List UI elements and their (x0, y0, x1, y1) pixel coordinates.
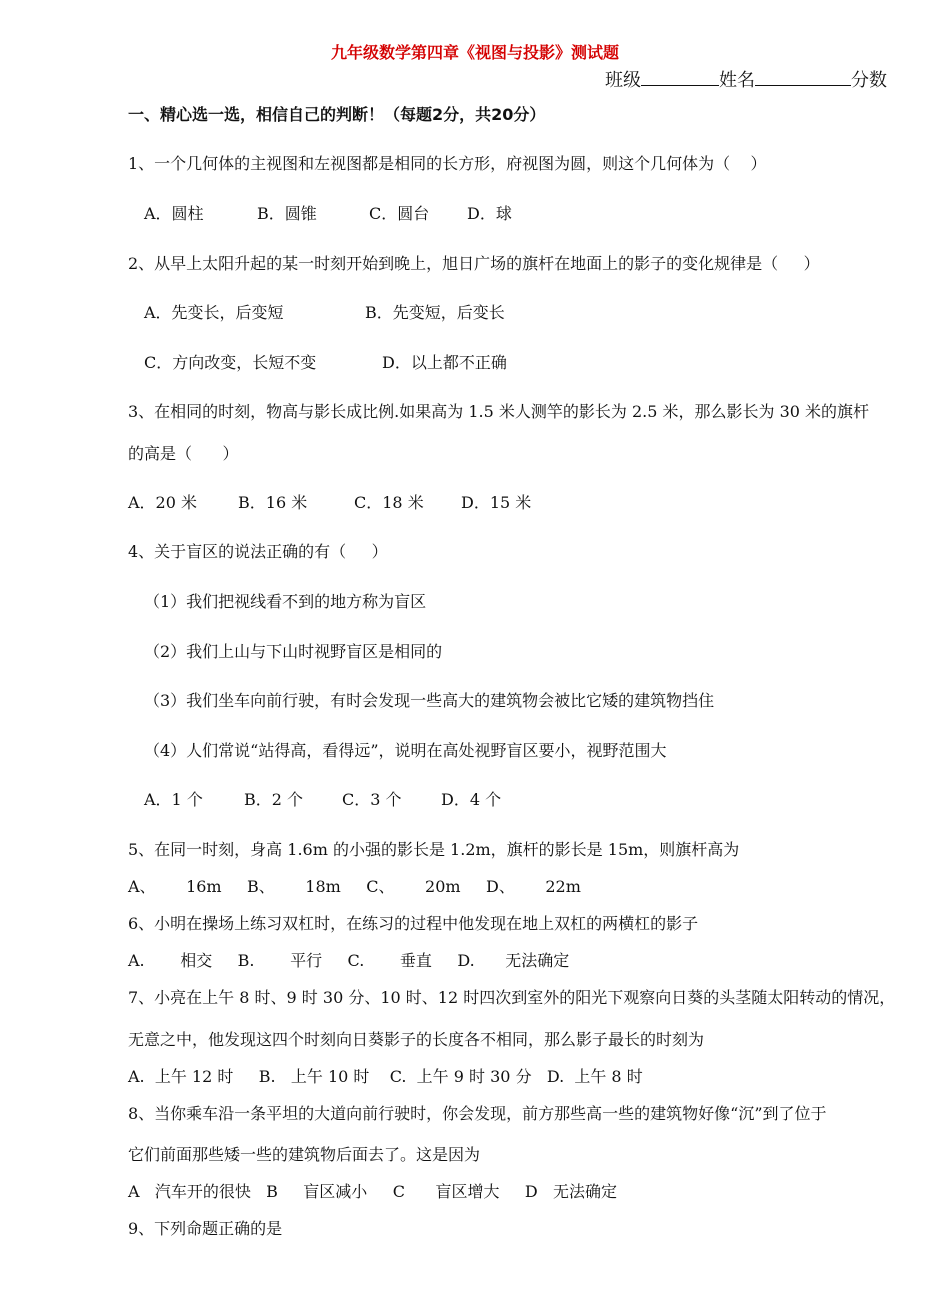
q3-option-a: A．20 米 (128, 493, 198, 512)
q3-option-c: C．18 米 (354, 493, 424, 512)
q7-options: A. 上午 12 时 B. 上午 10 时 C. 上午 9 时 30 分 D. 上午 8 时 (128, 1067, 643, 1086)
question-4-stem: 4、关于盲区的说法正确的有（ ） (128, 542, 388, 561)
q1-option-b: B．圆锥 (257, 204, 317, 223)
q4-option-a: A．1 个 (144, 790, 203, 809)
question-2-stem: 2、从早上太阳升起的某一时刻开始到晚上，旭日广场的旗杆在地面上的影子的变化规律是（ ） (128, 254, 820, 273)
page-title: 九年级数学第四章《视图与投影》测试题 (330, 43, 619, 62)
question-9-stem: 9、下列命题正确的是 (128, 1219, 283, 1238)
class-blank[interactable] (641, 67, 719, 86)
question-5-stem: 5、在同一时刻，身高 1.6m 的小强的影长是 1.2m，旗杆的影长是 15m，则旗杆高为 (128, 840, 740, 859)
q2-option-a: A．先变长，后变短 (144, 303, 284, 322)
q1-option-c: C．圆台 (369, 204, 430, 223)
q2-option-c: C．方向改变，长短不变 (144, 353, 317, 372)
student-info-fields (605, 67, 887, 93)
q4-option-d: D．4 个 (441, 790, 502, 809)
q3-option-d: D．15 米 (461, 493, 532, 512)
q4-statement-2: （2）我们上山与下山时视野盲区是相同的 (144, 642, 443, 661)
question-3-stem-line2: 的高是（ ） (128, 444, 239, 463)
q2-option-d: D．以上都不正确 (382, 353, 507, 372)
question-7-stem-line1: 7、小亮在上午 8 时、9 时 30 分、10 时、12 时四次到室外的阳光下观察向日葵的头茎随太阳转动的情况， (128, 988, 896, 1007)
question-3-stem-line1: 3、在相同的时刻，物高与影长成比例.如果高为 1.5 米人测竿的影长为 2.5 米，那么影长为 30 米的旗杆 (128, 402, 870, 421)
q3-option-b: B．16 米 (238, 493, 308, 512)
class-label: 班级 (605, 70, 641, 91)
question-8-stem-line1: 8、当你乘车沿一条平坦的大道向前行驶时，你会发现，前方那些高一些的建筑物好像“沉”到了位于 (128, 1104, 827, 1123)
q2-option-b: B．先变短，后变长 (365, 303, 505, 322)
q1-option-d: D．球 (467, 204, 512, 223)
q8-options: A 汽车开的很快 B 盲区减小 C 盲区增大 D 无法确定 (128, 1182, 617, 1201)
q1-option-a: A．圆柱 (144, 204, 204, 223)
question-7-stem-line2: 无意之中，他发现这四个时刻向日葵影子的长度各不相同，那么影子最长的时刻为 (128, 1030, 705, 1049)
section-heading: 一、精心选一选，相信自己的判断！（每题2分，共20分） (128, 105, 546, 124)
question-6-stem: 6、小明在操场上练习双杠时，在练习的过程中他发现在地上双杠的两横杠的影子 (128, 914, 699, 933)
q5-options: A、 16m B、 18m C、 20m D、 22m (128, 877, 581, 896)
question-1-stem: 1、一个几何体的主视图和左视图都是相同的长方形，府视图为圆，则这个几何体为（ ） (128, 154, 767, 173)
question-8-stem-line2: 它们前面那些矮一些的建筑物后面去了。这是因为 (128, 1145, 481, 1164)
q4-statement-3: （3）我们坐车向前行驶，有时会发现一些高大的建筑物会被比它矮的建筑物挡住 (144, 691, 715, 710)
q4-option-b: B．2 个 (244, 790, 304, 809)
q4-statement-1: （1）我们把视线看不到的地方称为盲区 (144, 592, 427, 611)
name-label: 姓名 (719, 70, 755, 91)
q4-statement-4: （4）人们常说“站得高，看得远”，说明在高处视野盲区要小，视野范围大 (144, 741, 667, 760)
q6-options: A. 相交 B. 平行 C. 垂直 D. 无法确定 (128, 951, 570, 970)
score-label: 分数 (851, 70, 887, 91)
name-blank[interactable] (755, 67, 851, 86)
q4-option-c: C．3 个 (342, 790, 402, 809)
